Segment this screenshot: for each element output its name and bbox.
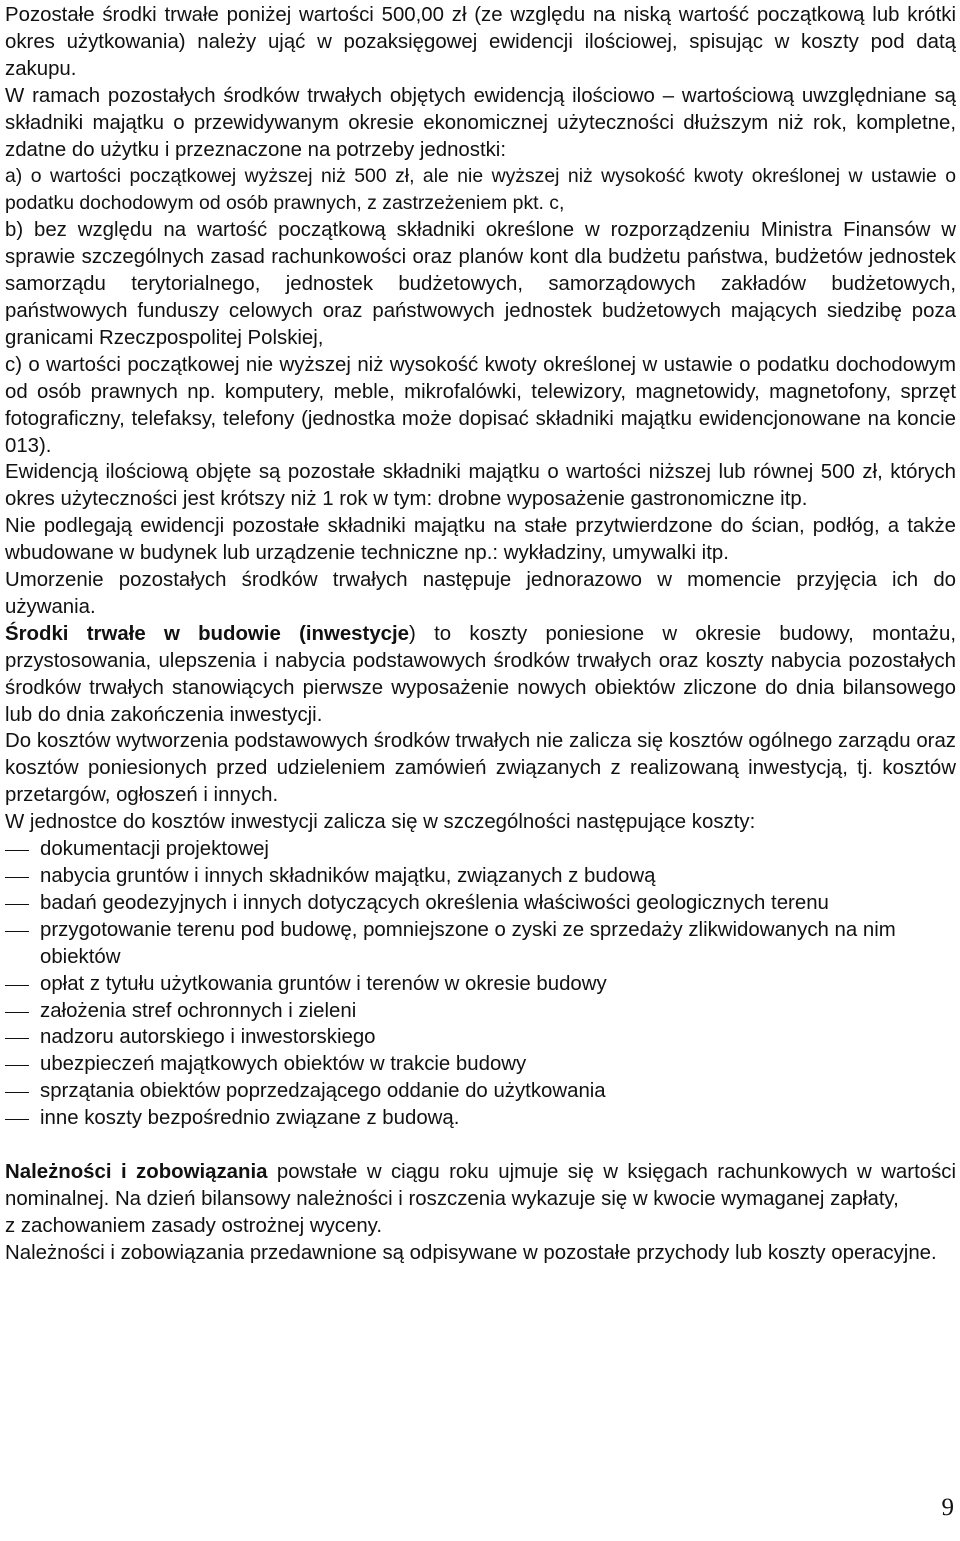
paragraph-point-a: a) o wartości początkowej wyższej niż 500 zł, ale nie wyższej niż wysokość kwoty określonej w ustawie o podatku dochodowym od osób prawnych, z zastrzeżeniem pkt. c, — [5, 165, 956, 215]
paragraph-fixed-assets-construction-text: ) to koszty poniesione w okresie budowy, montażu, przystosowania, ulepszenia i nabycia podstawowych środków trwałych oraz koszty nabycia pozostałych środków trwałych stanowiących pierwsze wyposażenie nowych obiektów zliczone do dnia bilansowego lub do dnia zakończenia inwestycji. — [5, 622, 957, 726]
dash-bullet — [5, 1065, 29, 1066]
paragraph-point-b: b) bez względu na wartość początkową składniki określone w rozporządzeniu Ministra Finansów w sprawie szczególnych zasad rachunkowości oraz planów kont dla budżetu państwa, budżetów jednostek samorządu terytorialnego, jednostek budżetowych, samorządowych zakładów budżetowych, państwowych funduszy celowych oraz państwowych jednostek budżetowych mających siedzibę poza granicami Rzeczpospolitej Polskiej, — [5, 219, 956, 349]
paragraph-investment-costs-intro: W jednostce do kosztów inwestycji zalicza się w szczególności następujące koszty: — [5, 811, 756, 834]
heading-receivables-liabilities: Należności i zobowiązania — [5, 1161, 268, 1184]
paragraph-point-c: c) o wartości początkowej nie wyższej niż wysokość kwoty określonej w ustawie o podatku dochodowym od osób prawnych np. komputery, meble, mikrofalówki, telewizory, magnetowidy, magnetofony, sprzęt fotograficzny, telefaksy, telefony (jednostka może dopisać składniki majątku ewidencjonowane na koncie 013). — [5, 353, 956, 457]
dash-bullet — [5, 1092, 29, 1093]
paragraph-time-barred: Należności i zobowiązania przedawnione są odpisywane w pozostałe przychody lub koszty operacyjne. — [5, 1241, 937, 1264]
investment-costs-list — [5, 836, 956, 1132]
dash-bullet — [5, 1038, 29, 1039]
paragraph-receivables-liabilities — [5, 1159, 956, 1213]
paragraph-production-costs: Do kosztów wytworzenia podstawowych środków trwałych nie zalicza się kosztów ogólnego zarządu oraz kosztów poniesionych przed udzieleniem zamówień związanych z realizowaną inwestycją, tj. kosztów przetargów, ogłoszeń i innych. — [5, 730, 956, 807]
paragraph-quantity-register: Ewidencją ilościową objęte są pozostałe składniki majątku o wartości niższej lub równej 500 zł, których okres użyteczności jest krótszy niż 1 rok w tym: drobne wyposażenie gastronomiczne itp. — [5, 461, 956, 511]
dash-bullet — [5, 850, 29, 851]
paragraph-depreciation: Umorzenie pozostałych środków trwałych następuje jednorazowo w momencie przyjęcia ich do używania. — [5, 569, 956, 618]
dash-bullet — [5, 1119, 29, 1120]
list-item: opłat z tytułu użytkowania gruntów i terenów w okresie budowy — [5, 971, 956, 998]
dash-bullet — [5, 1012, 29, 1013]
dash-bullet — [5, 877, 29, 878]
paragraph-prudent-valuation: z zachowaniem zasady ostrożnej wyceny. — [5, 1214, 383, 1237]
page-number: 9 — [941, 1494, 954, 1521]
dash-bullet — [5, 931, 29, 932]
paragraph-low-value-assets: Pozostałe środki trwałe poniżej wartości 500,00 zł (ze względu na niską wartość początkową lub krótki okres użytkowania) należy ująć w pozaksięgowej ewidencji ilościowej, spisując w koszty pod datą zakupu. — [5, 4, 956, 80]
list-item: sprzątania obiektów poprzedzającego oddanie do użytkowania — [5, 1078, 956, 1105]
list-item: przygotowanie terenu pod budowę, pomniejszone o zyski ze sprzedaży zlikwidowanych na nim obiektów — [5, 917, 956, 971]
dash-bullet — [5, 904, 29, 905]
list-item: badań geodezyjnych i innych dotyczących określenia właściwości geologicznych terenu — [5, 890, 956, 917]
dash-bullet — [5, 985, 29, 986]
list-item: założenia stref ochronnych i zieleni — [5, 998, 956, 1025]
list-item: dokumentacji projektowej — [5, 836, 956, 863]
list-item: nabycia gruntów i innych składników majątku, związanych z budową — [5, 863, 956, 890]
paragraph-quantity-value-register: W ramach pozostałych środków trwałych objętych ewidencją ilościowo – wartościową uwzględniane są składniki majątku o przewidywanym okresie ekonomicznej użyteczności dłuższym niż rok, kompletne, zdatne do użytku i przeznaczone na potrzeby jednostki: — [5, 84, 956, 161]
paragraph-not-registered: Nie podlegają ewidencji pozostałe składniki majątku na stałe przytwierdzone do ścian, podłóg, a także wbudowane w budynek lub urządzenie techniczne np.: wykładziny, umywalki itp. — [5, 515, 956, 565]
paragraph-receivables-liabilities-text: powstałe w ciągu roku ujmuje się w księgach rachunkowych w wartości nominalnej. Na dzień bilansowy należności i roszczenia wykazuje się w kwocie wymaganej zapłaty, — [5, 1161, 956, 1210]
list-item: nadzoru autorskiego i inwestorskiego — [5, 1024, 956, 1051]
list-item: ubezpieczeń majątkowych obiektów w trakcie budowy — [5, 1051, 956, 1078]
paragraph-fixed-assets-construction — [5, 621, 956, 729]
heading-fixed-assets-construction: Środki trwałe w budowie (inwestycje — [5, 622, 410, 645]
document-page — [5, 2, 956, 1267]
list-item: inne koszty bezpośrednio związane z budową. — [5, 1105, 956, 1132]
section-spacer — [5, 1132, 956, 1159]
